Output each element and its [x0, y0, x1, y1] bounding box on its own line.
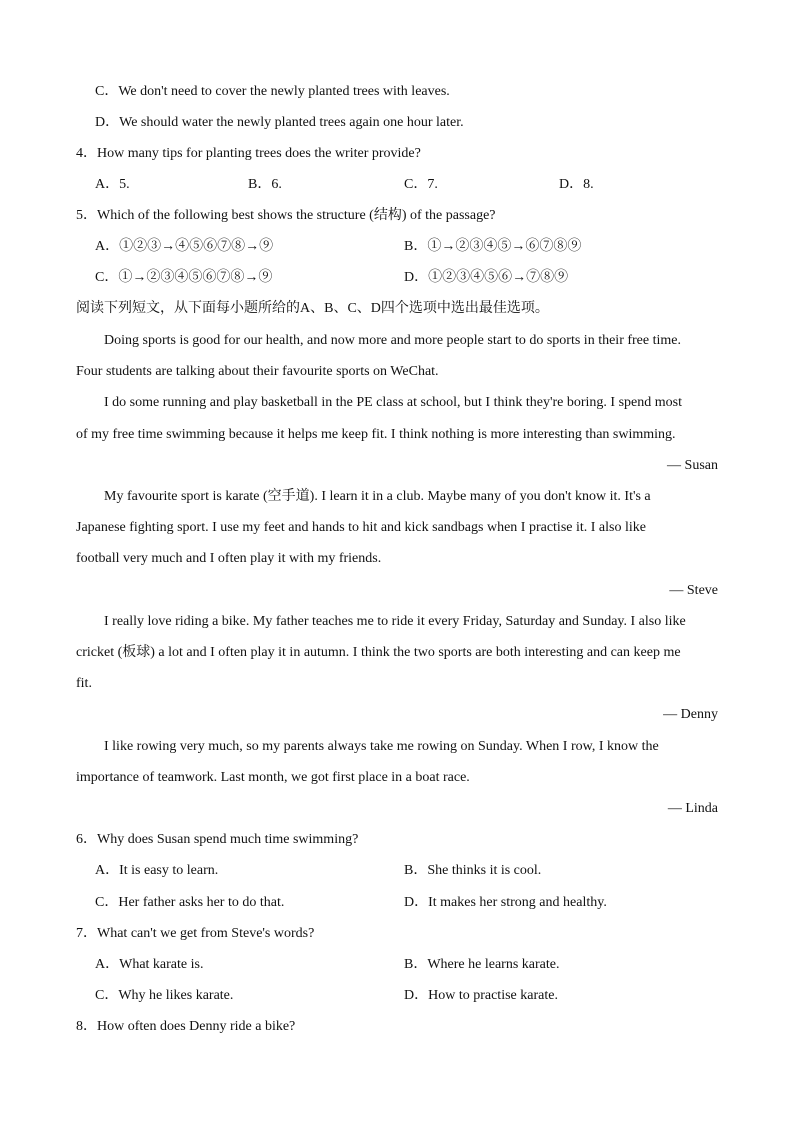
susan-line-2: of my free time swimming because it helps me keep fit. I think nothing is more interesting than swimming.: [76, 427, 676, 442]
q5-option-a: A．①②③→④⑤⑥⑦⑧→⑨: [95, 239, 274, 254]
q3-option-c: C．We don't need to cover the newly planted trees with leaves.: [95, 84, 450, 99]
steve-line-1: My favourite sport is karate (空手道). I learn it in a club. Maybe many of you don't know it. It's a: [104, 489, 651, 504]
q6-question: 6．Why does Susan spend much time swimming?: [76, 832, 359, 847]
q4-option-c: C．7.: [404, 177, 438, 192]
denny-signature: — Denny: [663, 707, 718, 722]
denny-line-3: fit.: [76, 676, 92, 691]
denny-line-1: I really love riding a bike. My father teaches me to ride it every Friday, Saturday and Sunday. I also like: [104, 614, 686, 629]
q7-question: 7．What can't we get from Steve's words?: [76, 926, 315, 941]
q6-option-d: D．It makes her strong and healthy.: [404, 895, 607, 910]
q5-option-b: B．①→②③④⑤→⑥⑦⑧⑨: [404, 239, 582, 254]
q4-option-a: A．5.: [95, 177, 130, 192]
q3-option-d: D．We should water the newly planted trees again one hour later.: [95, 115, 464, 130]
q4-option-d: D．8.: [559, 177, 594, 192]
q4-option-b: B．6.: [248, 177, 282, 192]
q7-option-a: A．What karate is.: [95, 957, 204, 972]
susan-line-1: I do some running and play basketball in the PE class at school, but I think they're boring. I spend most: [104, 395, 682, 410]
steve-line-3: football very much and I often play it with my friends.: [76, 551, 382, 566]
linda-line-2: importance of teamwork. Last month, we got first place in a boat race.: [76, 770, 470, 785]
q7-option-c: C．Why he likes karate.: [95, 988, 234, 1003]
linda-signature: — Linda: [667, 801, 718, 816]
q6-option-b: B．She thinks it is cool.: [404, 863, 542, 878]
q5-option-d: D．①②③④⑤⑥→⑦⑧⑨: [404, 270, 569, 285]
steve-signature: — Steve: [669, 583, 718, 598]
q8-question: 8．How often does Denny ride a bike?: [76, 1019, 296, 1034]
denny-line-2: cricket (板球) a lot and I often play it in autumn. I think the two sports are both interesting and can keep me: [76, 645, 681, 660]
q5-question: 5．Which of the following best shows the structure (结构) of the passage?: [76, 208, 496, 223]
q6-option-c: C．Her father asks her to do that.: [95, 895, 285, 910]
q5-option-c: C．①→②③④⑤⑥⑦⑧→⑨: [95, 270, 273, 285]
section-instruction: 阅读下列短文，从下面每小题所给的A、B、C、D四个选项中选出最佳选项。: [76, 301, 549, 316]
q7-option-d: D．How to practise karate.: [404, 988, 558, 1003]
passage-intro-line-2: Four students are talking about their favourite sports on WeChat.: [76, 364, 439, 379]
q7-option-b: B．Where he learns karate.: [404, 957, 560, 972]
q6-option-a: A．It is easy to learn.: [95, 863, 219, 878]
susan-signature: — Susan: [667, 458, 718, 473]
q4-question: 4．How many tips for planting trees does the writer provide?: [76, 146, 421, 161]
linda-line-1: I like rowing very much, so my parents always take me rowing on Sunday. When I row, I know the: [104, 739, 659, 754]
steve-line-2: Japanese fighting sport. I use my feet and hands to hit and kick sandbags when I practise it. I also like: [76, 520, 646, 535]
passage-intro-line-1: Doing sports is good for our health, and now more and more people start to do sports in their free time.: [104, 333, 681, 348]
